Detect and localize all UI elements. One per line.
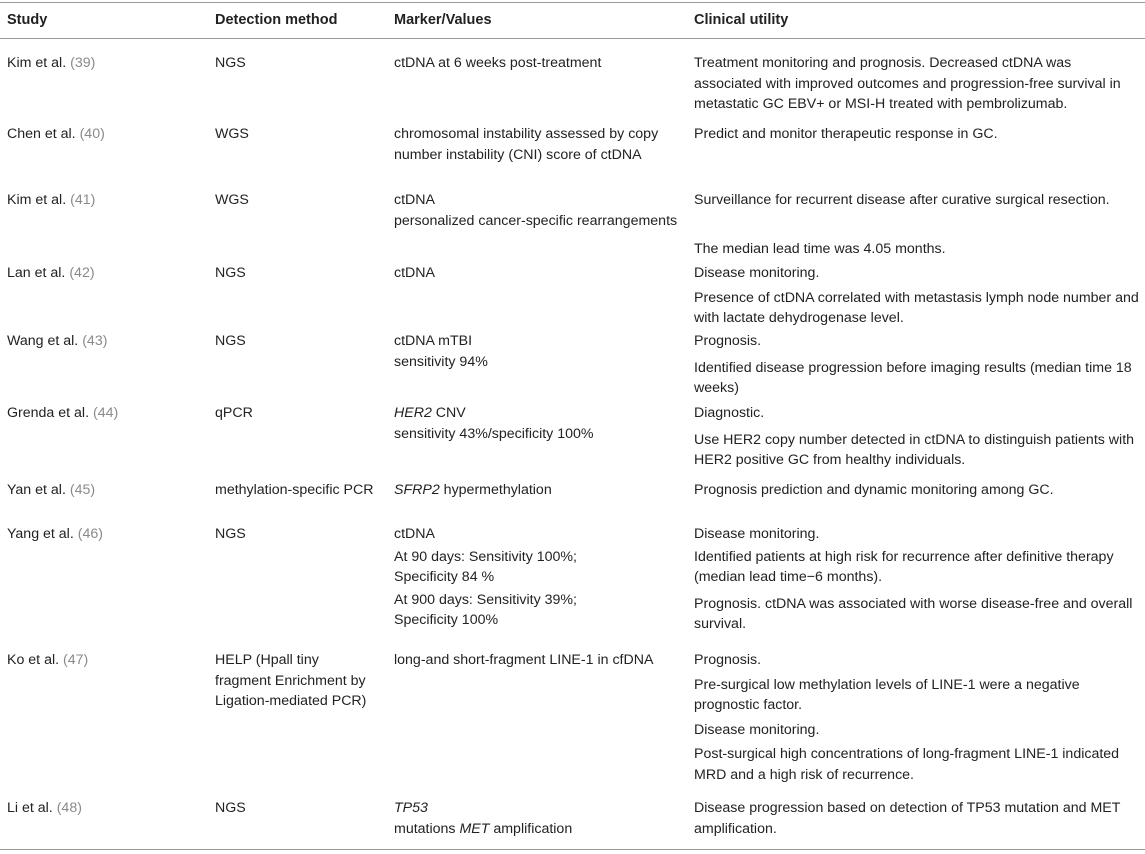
reference-link[interactable]: (42) [69, 265, 95, 281]
marker-line: personalized cancer-specific rearrangements [394, 212, 678, 229]
reference-link[interactable]: (41) [70, 192, 96, 208]
utility-paragraph: Prognosis. [694, 333, 762, 349]
utility-paragraph: Disease monitoring. [694, 721, 820, 738]
reference-link[interactable]: (40) [79, 126, 105, 142]
gene-name: TP53 [394, 800, 428, 816]
reference-link[interactable]: (44) [92, 405, 119, 421]
utility-paragraph: Use HER2 copy number detected in ctDNA to distinguish patients with HER2 positive GC from healthy individuals. [694, 431, 1135, 468]
reference-link[interactable]: (45) [69, 482, 96, 498]
header-study: Study [7, 12, 48, 28]
reference-link[interactable]: (46) [77, 526, 103, 542]
utility-paragraph: Prognosis. [694, 652, 762, 668]
utility-cell [694, 524, 1142, 635]
marker-cell [394, 524, 679, 631]
method-cell: HELP (Hpall tiny fragment Enrichment by Ligation-mediated PCR) [215, 652, 367, 709]
utility-cell [694, 263, 1142, 329]
study-cell: Kim et al. (41) [7, 192, 96, 208]
marker-cell: long-and short-fragment LINE-1 in cfDNA [394, 652, 654, 668]
utility-cell: Predict and monitor therapeutic response in GC. [694, 126, 998, 142]
marker-cell: ctDNA [394, 265, 435, 281]
reference-link[interactable]: (48) [56, 800, 82, 816]
method-cell: NGS [215, 526, 246, 542]
marker-line: HER2 CNV [394, 405, 466, 421]
reference-link[interactable]: (39) [70, 55, 96, 71]
utility-paragraph: Presence of ctDNA correlated with metastasis lymph node number and with lactate dehydrogenase level. [694, 289, 1139, 326]
utility-paragraph: Disease monitoring. [694, 265, 820, 281]
reference-link[interactable]: (47) [63, 652, 89, 668]
marker-cell: ctDNA at 6 weeks post-treatment [394, 55, 602, 71]
utility-paragraph: Surveillance for recurrent disease after curative surgical resection. [694, 192, 1110, 208]
utility-cell: Treatment monitoring and prognosis. Decreased ctDNA was associated with improved outcomes and progression-free survival in metastatic GC EBV+ or MSI-H treated with pembrolizumab. [694, 55, 1121, 112]
table-top-rule [0, 2, 1145, 3]
marker-cell [394, 798, 679, 839]
study-cell: Chen et al. (40) [7, 126, 105, 142]
table-bottom-rule [0, 849, 1145, 850]
utility-cell [694, 650, 1142, 785]
study-cell: Ko et al. (47) [7, 652, 89, 668]
method-cell: NGS [215, 800, 246, 816]
gene-name: MET [459, 820, 490, 837]
marker-line: mutations MET amplification [394, 820, 573, 837]
marker-line: SFRP2 hypermethylation [394, 482, 552, 498]
method-cell: WGS [215, 192, 249, 208]
method-cell: NGS [215, 55, 246, 71]
study-cell: Yang et al. (46) [7, 526, 103, 542]
utility-paragraph: Post-surgical high concentrations of long-fragment LINE-1 indicated MRD and a high risk of recurrence. [694, 746, 1120, 783]
marker-cell [394, 190, 679, 231]
utility-cell: Prognosis prediction and dynamic monitoring among GC. [694, 482, 1054, 498]
marker-cell [394, 331, 679, 372]
method-cell: qPCR [215, 405, 253, 421]
utility-paragraph: Prognosis. ctDNA was associated with worse disease-free and overall survival. [694, 595, 1133, 632]
utility-cell [694, 331, 1142, 399]
marker-line: sensitivity 43%/specificity 100% [394, 425, 594, 442]
utility-paragraph: Diagnostic. [694, 405, 765, 421]
study-cell: Kim et al. (39) [7, 55, 96, 71]
header-detection-method: Detection method [215, 12, 338, 28]
gene-name: SFRP2 [394, 482, 440, 498]
marker-line: ctDNA [394, 526, 435, 542]
header-rule [0, 38, 1145, 39]
marker-cell [394, 480, 679, 501]
method-cell: NGS [215, 333, 246, 349]
study-cell: Grenda et al. (44) [7, 405, 119, 421]
utility-cell [694, 190, 1142, 259]
utility-cell: Disease progression based on detection of TP53 mutation and MET amplification. [694, 800, 1121, 837]
method-cell: WGS [215, 126, 249, 142]
reference-link[interactable]: (43) [82, 333, 108, 349]
marker-line: At 900 days: Sensitivity 39%; Specificity 100% [394, 591, 577, 628]
marker-line: sensitivity 94% [394, 353, 488, 370]
marker-cell [394, 403, 679, 444]
utility-paragraph: Identified patients at high risk for recurrence after definitive therapy (median lead time−6 months). [694, 548, 1114, 585]
header-clinical-utility: Clinical utility [694, 12, 789, 28]
marker-cell: chromosomal instability assessed by copy number instability (CNI) score of ctDNA [394, 126, 659, 163]
utility-paragraph: Pre-surgical low methylation levels of LINE-1 were a negative prognostic factor. [694, 676, 1080, 713]
utility-paragraph: The median lead time was 4.05 months. [694, 240, 946, 257]
utility-paragraph: Disease monitoring. [694, 526, 820, 542]
study-cell: Wang et al. (43) [7, 333, 108, 349]
utility-cell [694, 403, 1142, 471]
marker-line: ctDNA [394, 192, 435, 208]
utility-paragraph: Identified disease progression before imaging results (median time 18 weeks) [694, 359, 1132, 396]
gene-name: HER2 [394, 405, 432, 421]
method-cell: methylation-specific PCR [215, 482, 374, 498]
study-cell: Li et al. (48) [7, 800, 82, 816]
marker-line [394, 798, 679, 819]
marker-line: ctDNA mTBI [394, 333, 473, 349]
study-cell: Yan et al. (45) [7, 482, 96, 498]
study-cell: Lan et al. (42) [7, 265, 95, 281]
marker-line: At 90 days: Sensitivity 100%; Specificity 84 % [394, 548, 577, 585]
header-marker-values: Marker/Values [394, 12, 492, 28]
method-cell: NGS [215, 265, 246, 281]
